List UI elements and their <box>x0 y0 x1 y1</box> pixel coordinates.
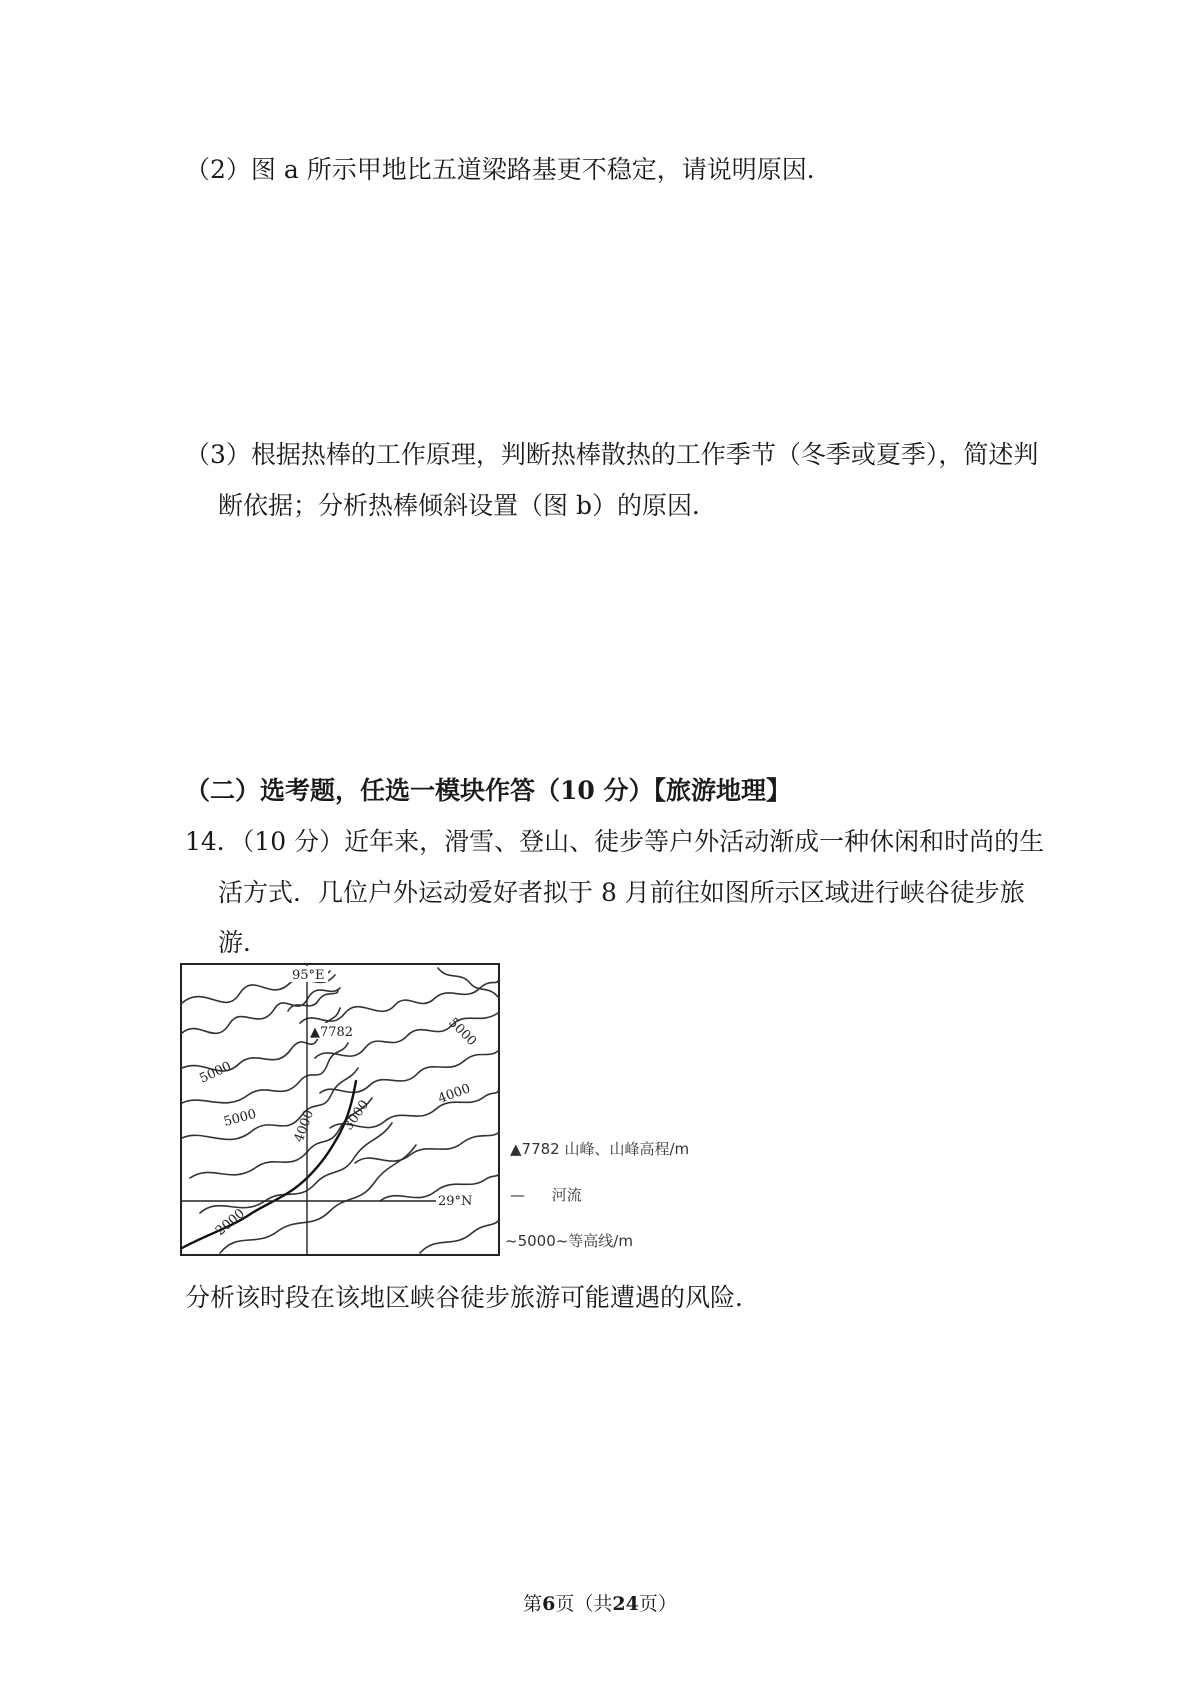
legend-river-label: 河流 <box>551 1186 582 1204</box>
legend-contour: ~5000~等高线/m <box>505 1232 633 1250</box>
question-14-line-2: 活方式．几位户外运动爱好者拟于 8 月前往如图所示区域进行峡谷徒步旅 <box>218 878 1025 907</box>
contour-label: 5000 <box>222 1106 259 1130</box>
contour-label: 5000 <box>445 1015 480 1050</box>
footer-total-pages: 24 <box>612 1593 639 1615</box>
footer-page-number: 6 <box>542 1593 556 1615</box>
footer-middle: 页（共 <box>555 1593 613 1615</box>
question-14-line-3: 游． <box>218 928 269 957</box>
question-14-prompt: 分析该时段在该地区峡谷徒步旅游可能遭遇的风险． <box>185 1283 761 1312</box>
contour-label: 4000 <box>291 1108 318 1145</box>
river-symbol: — <box>510 1186 525 1204</box>
contour-map <box>180 963 500 1256</box>
question-3-line-2: 断依据；分析热棒倾斜设置（图 b）的原因． <box>218 491 717 520</box>
page-footer <box>0 1590 1200 1618</box>
contour-label: 2000 <box>212 1206 248 1240</box>
contour-label: 5000 <box>197 1059 234 1087</box>
question-14-line-1: 14．（10 分）近年来，滑雪、登山、徒步等户外活动渐成一种休闲和时尚的生 <box>185 827 1045 856</box>
footer-prefix: 第 <box>523 1593 543 1615</box>
latitude-label: 29°N <box>438 1194 473 1209</box>
legend-river <box>510 1184 582 1206</box>
footer-suffix: 页） <box>638 1593 677 1615</box>
peak-label: ▲7782 <box>310 1025 354 1040</box>
contour-label: 4000 <box>436 1081 473 1107</box>
question-3-line-1: （3）根据热棒的工作原理，判断热棒散热的工作季节（冬季或夏季），简述判 <box>185 440 1039 469</box>
section-heading: （二）选考题，任选一模块作答（10 分）【旅游地理】 <box>185 776 791 805</box>
longitude-label: 95°E <box>292 968 325 983</box>
legend-peak: ▲7782 山峰、山峰高程/m <box>510 1140 690 1158</box>
question-2-text: （2）图 a 所示甲地比五道梁路基更不稳定，请说明原因． <box>185 155 832 184</box>
contour-label: 3000 <box>340 1097 373 1134</box>
